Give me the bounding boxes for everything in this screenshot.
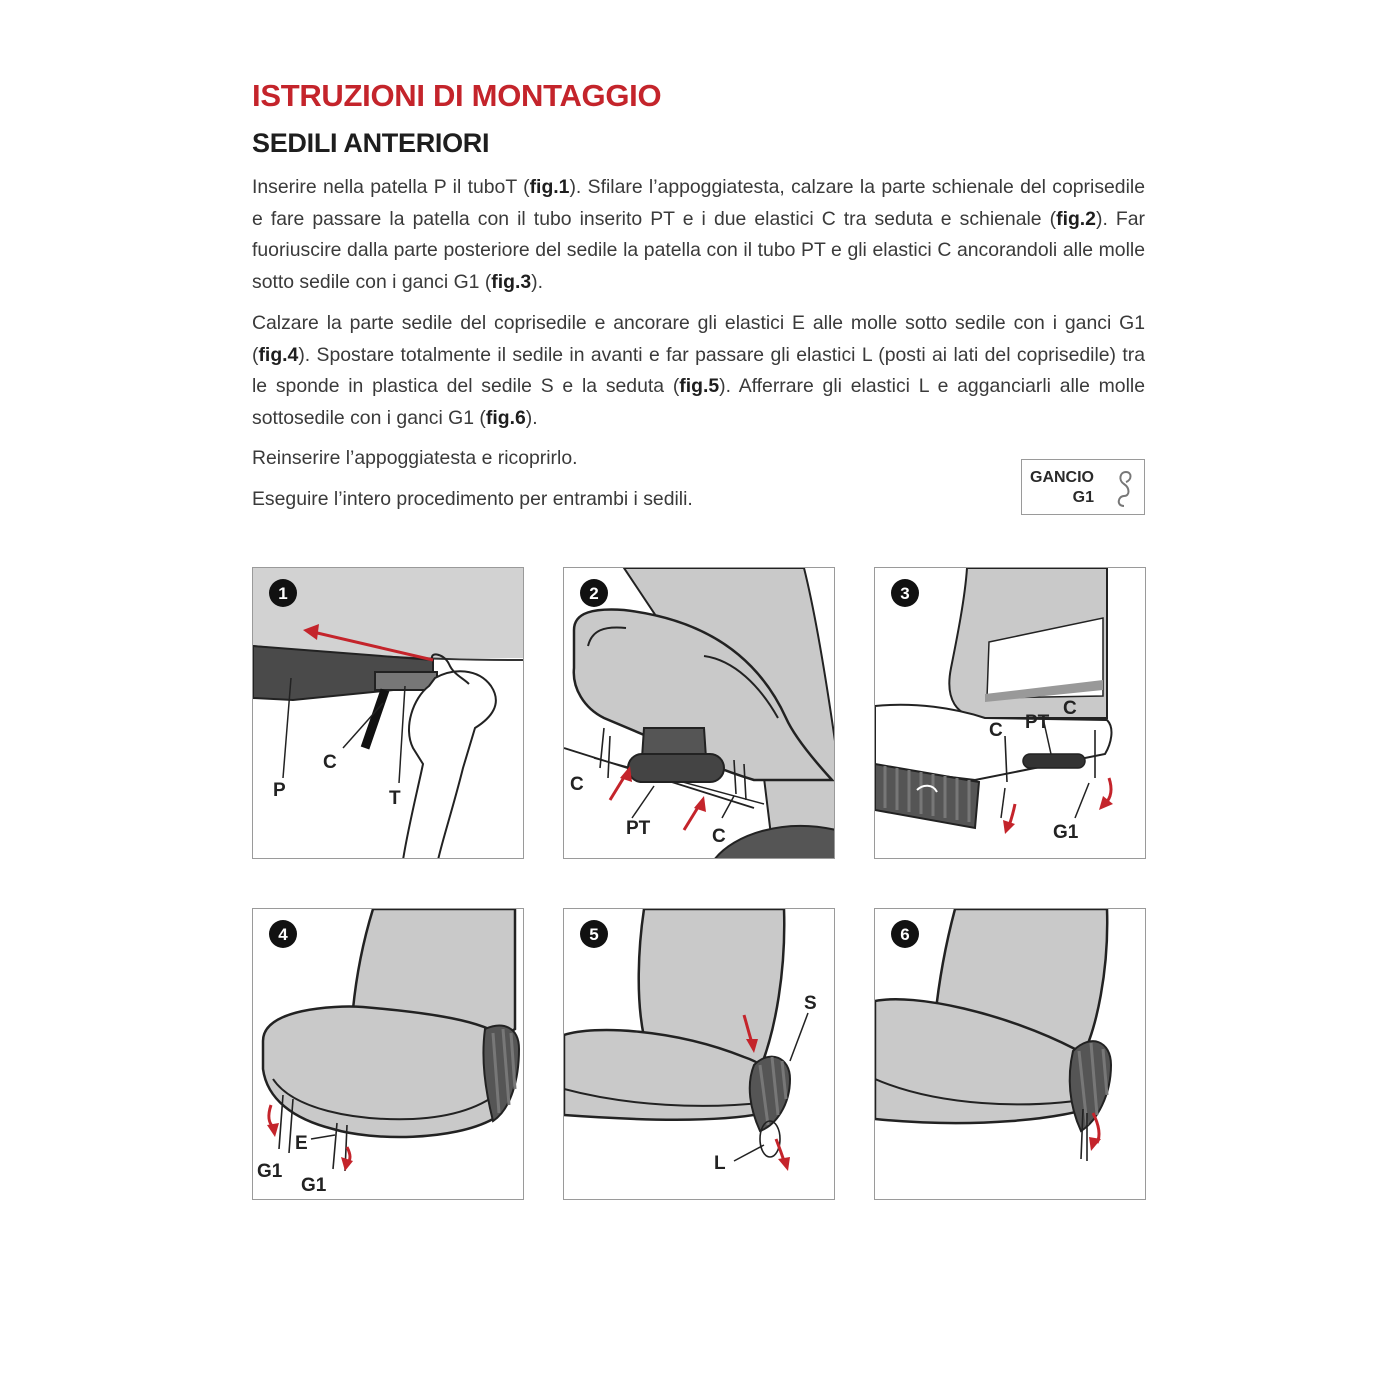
figure-2-number: 2 (589, 584, 599, 603)
figure-2-label-c-right: C (712, 826, 726, 847)
section-subtitle: SEDILI ANTERIORI (252, 128, 490, 158)
instruction-repeat-both-seats: Eseguire l’intero procedimento per entrambi i sedili. (252, 488, 693, 510)
figure-4-number: 4 (278, 925, 288, 944)
figure-1-label-t: T (389, 788, 401, 809)
figure-3-label-c-right: C (1063, 698, 1077, 719)
figure-4-label-g1-left: G1 (257, 1161, 283, 1182)
figure-3-label-g1: G1 (1053, 822, 1079, 843)
figure-6-number: 6 (900, 925, 910, 944)
figure-3-label-c-left: C (989, 720, 1003, 741)
figure-3-label-pt: PT (1025, 712, 1050, 733)
figure-3-number: 3 (900, 584, 910, 603)
figure-2-label-c-left: C (570, 774, 584, 795)
figure-4 (252, 908, 524, 1200)
figure-4-label-g1-right: G1 (301, 1175, 327, 1196)
figure-4-label-e: E (295, 1133, 308, 1154)
hook-icon (1110, 466, 1140, 510)
figure-2 (563, 567, 835, 859)
figure-5-number: 5 (589, 925, 599, 944)
figure-1 (252, 567, 524, 859)
instruction-reinsert-headrest: Reinserire l’appoggiatesta e ricoprirlo. (252, 447, 578, 469)
hook-legend-label: GANCIO G1 (1030, 469, 1094, 506)
figure-3 (874, 567, 1146, 859)
figure-1-number: 1 (278, 584, 288, 603)
instructions-paragraph-1: Inserire nella patella P il tuboT (fig.1). Sfilare l’appoggiatesta, calzare la parte schienale del coprisedile e fare passare la patella con il tubo inserito PT e i due elastici C tra seduta e schienale (fig.2). Far fuoriuscire dalla parte posteriore del sedile la patella con il tubo PT e gli elastici C ancorandoli alle molle sotto sedile con i ganci G1 (fig.3). (252, 176, 1145, 293)
figure-5-label-l: L (714, 1153, 726, 1174)
figure-1-label-c: C (323, 752, 337, 773)
figure-5 (563, 908, 835, 1200)
hook-legend-box (1021, 459, 1145, 515)
page-title: ISTRUZIONI DI MONTAGGIO (252, 78, 662, 113)
instructions-paragraph-2: Calzare la parte sedile del coprisedile e ancorare gli elastici E alle molle sotto sedile con i ganci G1 (fig.4). Spostare totalmente il sedile in avanti e far passare gli elastici L (posti ai lati del coprisedile) tra le sponde in plastica del sedile S e la seduta (fig.5). Afferrare gli elastici L e agganciarli alle molle sottosedile con i ganci G1 (fig.6). (252, 312, 1145, 429)
figure-6 (874, 908, 1146, 1200)
figure-1-label-p: P (273, 780, 286, 801)
figure-5-label-s: S (804, 993, 817, 1014)
figure-2-label-pt: PT (626, 818, 651, 839)
